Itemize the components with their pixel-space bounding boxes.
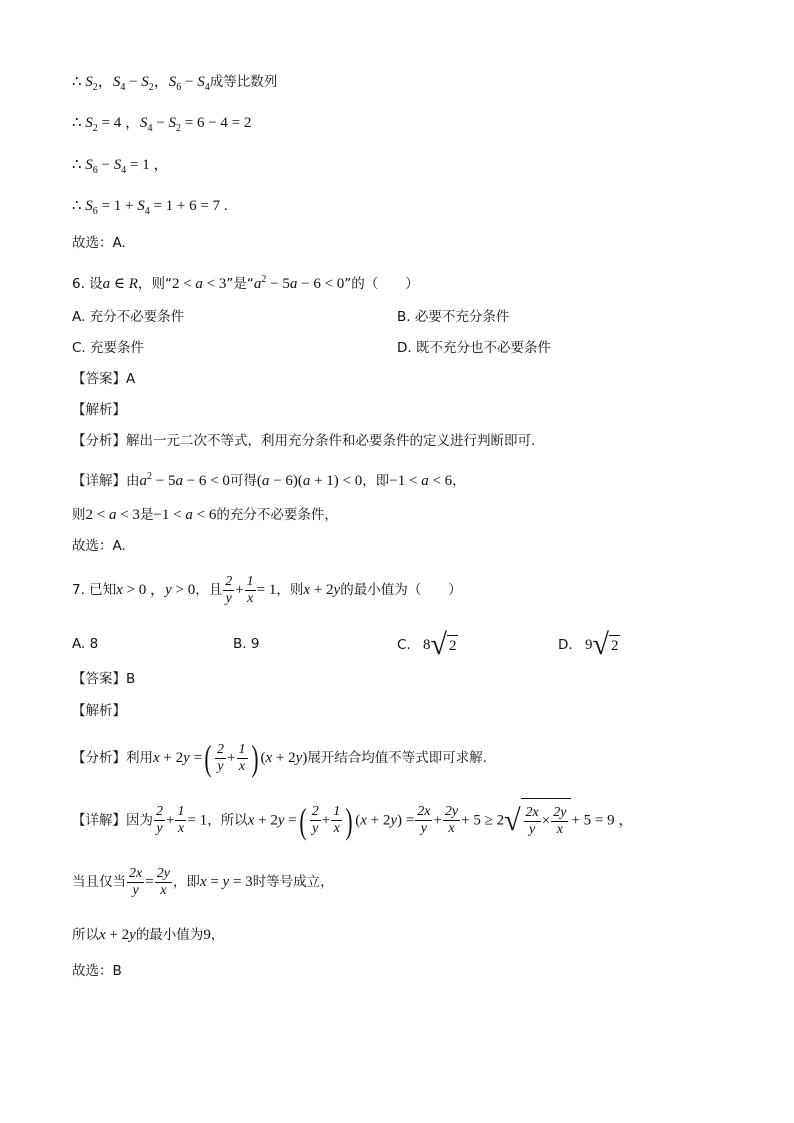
line-s6-minus-s4: ∴ $S_6 - S_4 = 1$ ，	[72, 157, 169, 176]
detail-q7-line2: 当且仅当 $\frac{2x}{y}$ = $\frac{2y}{x}$ ，即x = y = 3时等号成立，	[72, 865, 334, 898]
q6-option-b: B. 必要不充分条件	[397, 309, 510, 325]
answer-q7: 【答案】B	[72, 671, 136, 687]
line-s2-value: ∴ $S_2 = 4$ ，$S_4 - S_2 = 6 - 4 = 2$	[72, 115, 252, 134]
q6-option-c: C. 充要条件	[72, 340, 145, 356]
q7-option-b: B. 9	[233, 636, 260, 652]
detail-q6-line1: 【详解】由$a^2 - 5a - 6 < 0$可得(a − 6)(a + 1) < 0，即−1 < a < 6，	[72, 471, 466, 489]
question-6: 6. 设a ∈ R，则“2 < a < 3”是“$a^2 - 5a - 6 < 0$”的（ ）	[72, 274, 419, 292]
analysis-heading-q7: 【解析】	[72, 703, 126, 719]
line-geometric-sequence: ∴ $S_2$，$S_4 - S_2$，$S_6 - S_4$成等比数列	[72, 74, 278, 93]
q7-option-c: C. 8 √ 2	[397, 628, 457, 661]
question-7: 7. 已知x > 0 ，y > 0，且 $\frac{2}{y}$ + $\frac{1}{x}$ = 1，则x + 2y的最小值为（ ）	[72, 573, 462, 606]
q6-option-a: A. 充分不必要条件	[72, 309, 185, 325]
analysis-summary-q7: 【分析】利用x + 2y =( $\frac{2}{y}$ + $\frac{1}{x}$ ) (x + 2y)展开结合均值不等式即可求解.	[72, 738, 488, 778]
q6-option-d: D. 既不充分也不必要条件	[397, 340, 551, 356]
selection-q5: 故选：A.	[72, 235, 126, 251]
selection-q6: 故选：A.	[72, 538, 126, 554]
analysis-heading-q6: 【解析】	[72, 402, 126, 418]
detail-q6-line2: 则2 < a < 3是−1 < a < 6的充分不必要条件，	[72, 507, 338, 523]
line-s6-result: ∴ $S_6 = 1 + S_4 = 1 + 6 = 7$ .	[72, 198, 228, 217]
answer-q6: 【答案】A	[72, 371, 136, 387]
selection-q7: 故选：B	[72, 963, 122, 979]
detail-q7-line1: 【详解】因为 $\frac{2}{y}$ + $\frac{1}{x}$ = 1，所以x + 2y =( $\frac{2}{y}$ + $\frac{1}{x}$ ) (x + 2y) = $\frac{2x}{y}$ + $\frac{2y}{x}$ + 5 ≥ 2 √ $\frac{2x}{y}$ × $\frac{2y}{x}$ + 5 = 9 ，	[72, 798, 633, 843]
q7-option-d: D. 9 √ 2	[558, 628, 619, 661]
detail-q7-line3: 所以x + 2y的最小值为9，	[72, 927, 225, 943]
q7-option-a: A. 8	[72, 636, 99, 652]
analysis-summary-q6: 【分析】解出一元二次不等式，利用充分条件和必要条件的定义进行判断即可.	[72, 433, 536, 449]
